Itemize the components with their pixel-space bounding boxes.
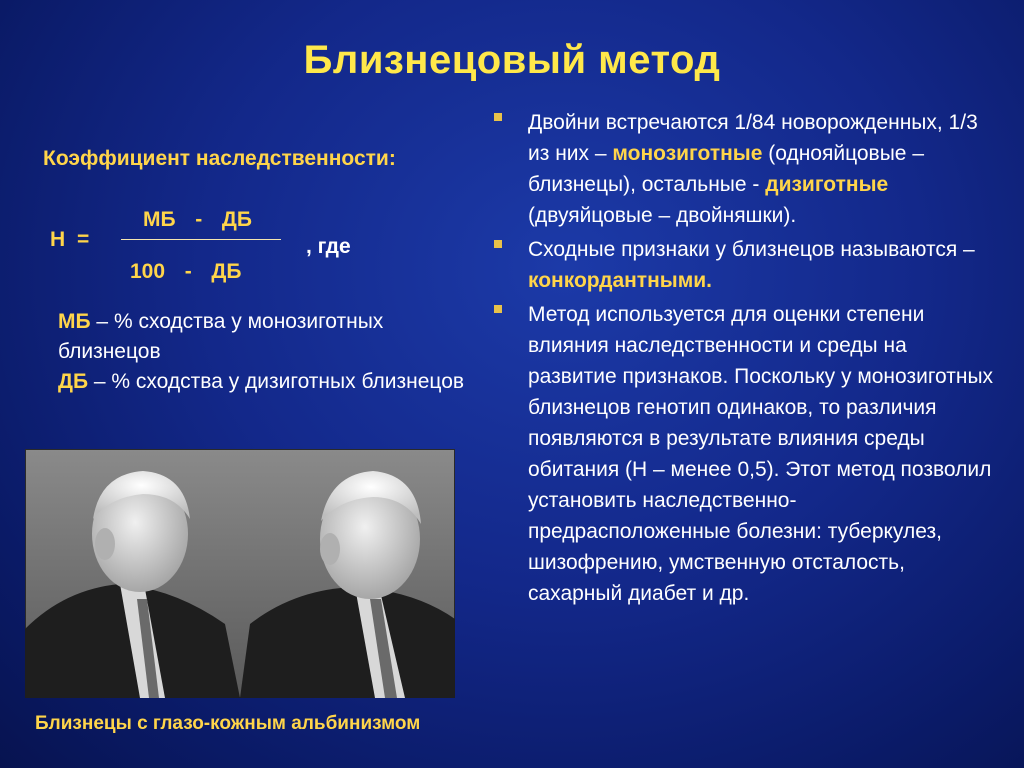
formula-denominator: 100 - ДБ (130, 260, 242, 283)
bullet-item (494, 234, 994, 296)
twins-photo (25, 449, 455, 698)
bullet-item (494, 107, 994, 231)
definition-db (58, 367, 468, 397)
bullet-highlight: конкордантными. (528, 269, 712, 292)
bullet-highlight: дизиготные (765, 173, 889, 196)
formula-lhs: Н = (50, 228, 90, 251)
definitions (58, 307, 468, 397)
definition-abbr: ДБ (58, 370, 89, 393)
photo-caption: Близнецы с глазо-кожным альбинизмом (35, 713, 421, 734)
bullet-highlight: монозиготные (612, 142, 763, 165)
square-bullet-icon (494, 113, 502, 121)
bullet-list (494, 107, 994, 612)
square-bullet-icon (494, 240, 502, 248)
bullet-text: (однояйцовые – близнецы), остальные - (528, 142, 924, 196)
definition-text: – % сходства у монозиготных близнецов (58, 310, 384, 363)
bullet-text: Метод используется для оценки степени влияния наследственности и среды на развитие признаков. Поскольку у монозиготных близнецов генотип одинаков, то различия появляются в результате влияния среды обитания (Н – менее 0,5). Этот метод позволил установить наследственно-предрасположенные болезни: туберкулез, шизофрению, умственную отсталость, сахарный диабет и др. (528, 303, 994, 605)
bullet-text: Двойни встречаются 1/84 новорожденных, 1/3 из них – (528, 111, 978, 165)
bullet-text: Сходные признаки у близнецов называются – (528, 238, 975, 261)
slide-title: Близнецовый метод (303, 38, 721, 82)
definition-text: – % сходства у дизиготных близнецов (88, 370, 465, 393)
formula-suffix: , где (306, 235, 351, 258)
bullet-text: (двуяйцовые – двойняшки). (528, 204, 797, 227)
coefficient-label: Коэффициент наследственности: (43, 147, 396, 170)
definition-abbr: МБ (58, 310, 91, 333)
bullet-item (494, 299, 994, 609)
formula-numerator: МБ - ДБ (143, 208, 252, 231)
square-bullet-icon (494, 305, 502, 313)
definition-mb (58, 307, 468, 367)
fraction-line (121, 239, 281, 240)
